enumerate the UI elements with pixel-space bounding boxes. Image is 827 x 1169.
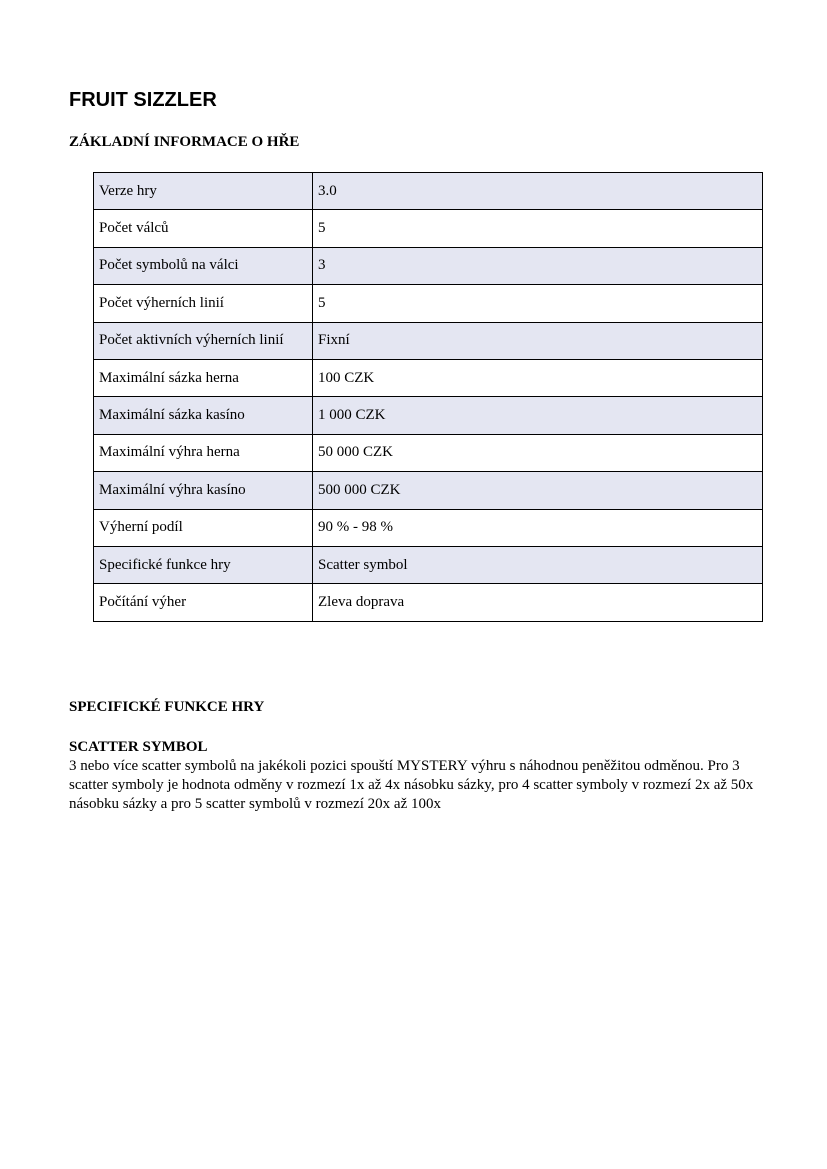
row-value: Scatter symbol (313, 546, 763, 583)
row-label: Počítání výher (94, 584, 313, 621)
scatter-text: 3 nebo více scatter symbolů na jakékoli pozici spouští MYSTERY výhru s náhodnou peněžitou odměnou. Pro 3 scatter symboly je hodnota odměny v rozmezí 1x až 4x násobku sázky, pro 4 scatter symboly v rozmezí 2x až 50x násobku sázky a pro 5 scatter symbolů v rozmezí 20x až 100x (69, 758, 754, 812)
row-value: 100 CZK (313, 359, 763, 396)
row-value: Fixní (313, 322, 763, 359)
table-row (94, 247, 763, 284)
row-value: 5 (313, 285, 763, 322)
basic-info-heading: ZÁKLADNÍ INFORMACE O HŘE (69, 134, 300, 150)
row-value: 5 (313, 210, 763, 247)
table-row (94, 322, 763, 359)
table-row (94, 434, 763, 471)
row-label: Výherní podíl (94, 509, 313, 546)
table-row (94, 210, 763, 247)
table-row (94, 584, 763, 621)
row-label: Počet válců (94, 210, 313, 247)
row-label: Maximální výhra kasíno (94, 472, 313, 509)
table-row (94, 397, 763, 434)
row-label: Specifické funkce hry (94, 546, 313, 583)
row-label: Počet symbolů na válci (94, 247, 313, 284)
row-value: Zleva doprava (313, 584, 763, 621)
scatter-section (69, 738, 769, 814)
row-value: 500 000 CZK (313, 472, 763, 509)
table-row (94, 359, 763, 396)
table-row (94, 509, 763, 546)
scatter-title: SCATTER SYMBOL (69, 739, 208, 755)
row-label: Počet aktivních výherních linií (94, 322, 313, 359)
page-title: FRUIT SIZZLER (69, 89, 217, 111)
row-label: Maximální sázka kasíno (94, 397, 313, 434)
info-table (93, 172, 763, 622)
row-label: Maximální sázka herna (94, 359, 313, 396)
row-value: 50 000 CZK (313, 434, 763, 471)
row-label: Maximální výhra herna (94, 434, 313, 471)
row-value: 3 (313, 247, 763, 284)
table-row (94, 546, 763, 583)
table-row (94, 173, 763, 210)
row-value: 90 % - 98 % (313, 509, 763, 546)
table-row (94, 285, 763, 322)
table-row (94, 472, 763, 509)
row-label: Počet výherních linií (94, 285, 313, 322)
row-label: Verze hry (94, 173, 313, 210)
features-heading: SPECIFICKÉ FUNKCE HRY (69, 699, 265, 715)
row-value: 1 000 CZK (313, 397, 763, 434)
row-value: 3.0 (313, 173, 763, 210)
